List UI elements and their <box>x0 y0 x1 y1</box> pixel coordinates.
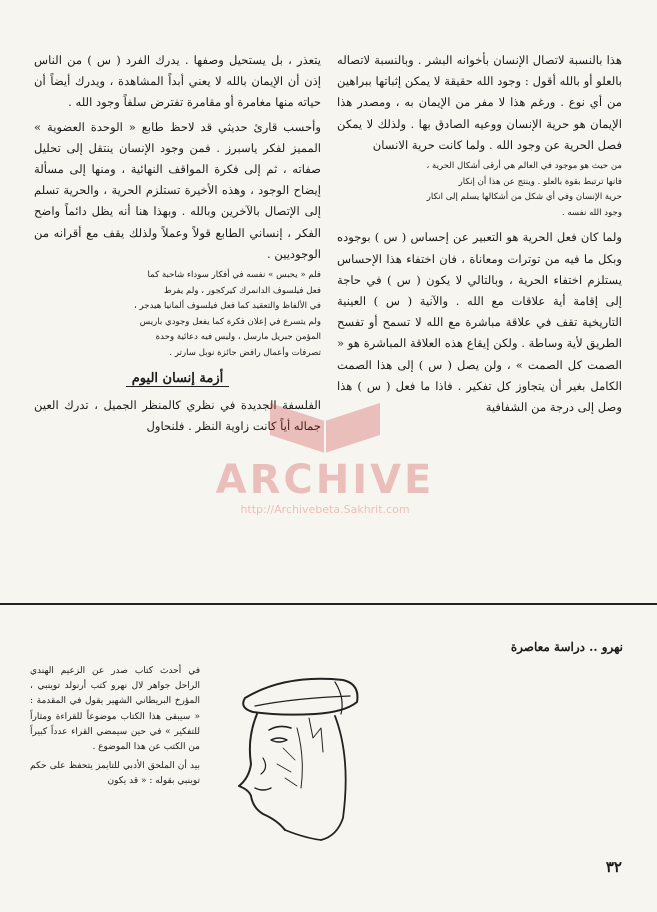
left-paragraph-1: يتعذر ، بل يستحيل وصفها . يدرك الفرد ( س ) من الناس إذن أن الإيمان بالله لا يعني أبداً المشاهدة ، ويدرك أيضاً أن حياته منها مغامرة أو مقامرة تفترض سلفاً وجود الله . <box>34 53 321 110</box>
left-small-print <box>34 268 321 362</box>
right-paragraph-1: هذا بالنسبة لاتصال الإنسان بأخوانه البشر . وبالنسبة لاتصاله بالعلو أو بالله أقول : وجود الله حقيقة لا يمكن إثباتها ببراهين من أي نوع . ورغم هذا لا مفر من الإيمان به ، ومصدر هذا الإيمان هو حرية الإنسان ووعيه الصادق بها . ولذلك لا يمكن فصل الحرية عن وجود الله . ولما كانت حرية الانسان <box>337 53 622 152</box>
page-number: ٣٢ <box>605 858 622 876</box>
right-column <box>337 50 622 421</box>
right-small-line: حرية الإنسان وفي أي شكل من أشكالها يسلم إلى انكار <box>426 192 622 203</box>
left-small-line: تصرفات وأعمال رافض جائزة نوبل سارتر . <box>169 348 321 358</box>
left-small-line: فعل فيلسوف الدانمرك كيركجور ، ولم يفرط <box>163 285 321 296</box>
right-small-line: من حيث هو موجود في العالم هي أرقى أشكال الحرية ، <box>426 161 622 172</box>
caption-paragraph-2: بيد أن الملحق الأدبي للتايمز يتحفظ على حكم توينبي بقوله : « قد يكون <box>30 761 200 787</box>
right-small-line: وجود الله نفسه . <box>561 207 622 218</box>
left-paragraph-2: وأحسب قارئ حديثي قد لاحظ طابع « الوحدة العضوية » المميز لفكر ياسبرز . فمن وجود الإنسان ينتقل إلى تحليل صفاته ، ثم إلى فكرة المواقف النهائية ، ومنها إلى مسألة إيضاح الوجود ، وهذه الأخيرة تستلزم الحرية ، والحرية تسلم إلى الإتصال بالآخرين وبالله . وبهذا هنا أنه يظل دائماً واضح الفكر ، إنساني الطابع قولاً وعملاً ولذلك يقف مع أقرانه من الوجوديين . <box>34 119 321 261</box>
watermark-url: http://Archivebeta.Sakhrit.com <box>240 503 410 516</box>
section-divider <box>0 603 657 605</box>
nehru-sketch-illustration <box>225 668 370 843</box>
left-small-line: المؤمن جبريل مارسل ، وليس فيه دعائية وحدة <box>155 332 321 343</box>
right-small-line: فانها ترتبط بقوة بالعلو . وينتج عن هذا أن إنكار <box>458 176 622 187</box>
left-small-line: ولم يتسرع في إعلان فكرة كما يفعل وجودي باريس <box>139 316 321 327</box>
left-small-line: فلم « يحبس » نفسه في أفكار سوداء شاحبة كما <box>147 270 321 281</box>
left-small-line: في الألفاظ والتعقيد كما فعل فيلسوف ألمانيا هيدجر ، <box>134 301 321 312</box>
section-title: نهرو .. دراسة معاصرة <box>510 640 623 654</box>
watermark-title: ARCHIVE <box>215 457 435 503</box>
caption-paragraph-1: في أحدث كتاب صدر عن الزعيم الهندي الراحل جواهر لال نهرو كتب أرنولد توينبي ، المؤرخ البريطاني الشهير يقول في المقدمة : « سيبقى هذا الكتاب موضوعاً للقراءة ومثاراً للتفكير » في حين سيمضي القراء عدداً كبيراً من الكتب عن هذا الموضوع . <box>30 666 200 753</box>
section-heading-text: أزمة إنسان اليوم <box>126 371 229 387</box>
left-column <box>34 50 321 440</box>
left-paragraph-3: الفلسفة الجديدة في نظري كالمنظر الجميل ، تدرك العين جماله أياً كانت زاوية النظر . فلنحاول <box>34 397 321 433</box>
right-paragraph-2: ولما كان فعل الحرية هو التعبير عن إحساس ( س ) بوجوده وبكل ما فيه من توترات ومعاناة ، فان اختفاء هذا الإحساس يستلزم اختفاء الحرية ، وبالتالي لا يكون ( س ) في حاجة إلى إقامة أية علاقات مع الله . والآنية ( س ) العينية التاريخية تقف في علاقة مباشرة مع الله لا تسمح أو تفسح الطريق لأية وساطة . ولكن إيقاع هذه العلاقة المباشرة هو « الصمت كل الصمت » ، ولن يصل ( س ) إلى هذا الصمت الكامل بغير أن يتجاوز كل تفكير . فاذا ما فعل ( س ) هذا وصل إلى درجة من الشفافية <box>337 230 622 415</box>
caption-column <box>30 664 200 794</box>
section-heading <box>34 368 321 389</box>
right-small-print <box>337 159 622 221</box>
